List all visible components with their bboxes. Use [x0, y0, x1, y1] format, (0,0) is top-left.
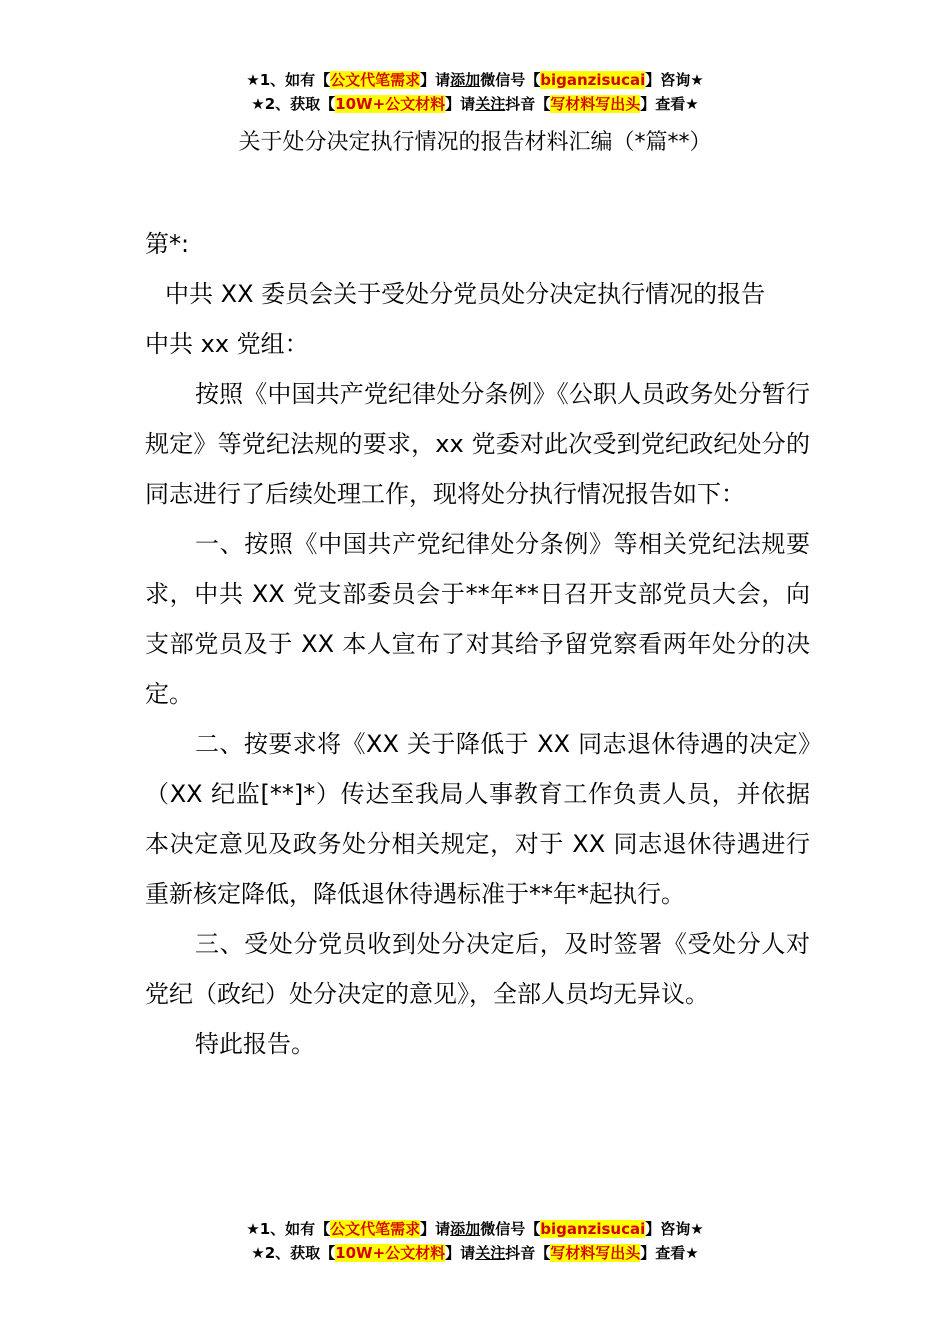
document-title: 关于处分决定执行情况的报告材料汇编（*篇**） [238, 130, 712, 155]
promo-text: 抖音【 [505, 95, 551, 113]
footer-promo-line-1 [0, 1218, 950, 1240]
star-icon: ★ [246, 71, 260, 89]
promo-text: 微信号【 [480, 71, 541, 89]
star-icon: ★ [251, 95, 265, 113]
paragraph-item-2: 二、按要求将《XX 关于降低于 XX 同志退休待遇的决定》（XX 纪监[**]*）传达至我局人事教育工作负责人员，并依据本决定意见及政务处分相关规定，对于 XX 同志退休待遇进行重新核定降低，降低退休待遇标准于**年*起执行。 [145, 730, 810, 908]
promo-text: 】请 [420, 71, 451, 89]
promo-text: 抖音【 [505, 1244, 551, 1262]
promo-highlight: 公文代笔需求 [330, 1220, 421, 1238]
promo-emphasis: 添加 [450, 1220, 481, 1238]
promo-text: 】查看 [640, 1244, 686, 1262]
closing-line: 特此报告。 [195, 1030, 315, 1058]
promo-text: 1、如有【 [259, 1220, 331, 1238]
paragraph-intro: 按照《中国共产党纪律处分条例》《公职人员政务处分暂行规定》等党纪法规的要求，xx 党委对此次受到党纪政纪处分的同志进行了后续处理工作，现将处分执行情况报告如下： [145, 380, 810, 508]
promo-text: 2、获取【 [264, 95, 336, 113]
header-promo-line-2 [0, 93, 950, 115]
header-promo-line-1 [0, 69, 950, 91]
promo-emphasis: 添加 [450, 71, 481, 89]
promo-text: 】请 [420, 1220, 451, 1238]
promo-text: 1、如有【 [259, 71, 331, 89]
promo-emphasis: 关注 [475, 1244, 506, 1262]
promo-text: 2、获取【 [264, 1244, 336, 1262]
promo-wechat-id: biganzisucai [540, 1220, 646, 1238]
promo-highlight: 公文代笔需求 [330, 71, 421, 89]
promo-text: 】请 [445, 1244, 476, 1262]
footer-promo-line-2 [0, 1242, 950, 1264]
promo-highlight: 10W+公文材料 [335, 1244, 446, 1262]
section-label: 第*: [145, 230, 190, 258]
star-icon: ★ [685, 1244, 699, 1262]
star-icon: ★ [246, 1220, 260, 1238]
promo-text: 】咨询 [645, 71, 691, 89]
promo-text: 微信号【 [480, 1220, 541, 1238]
promo-douyin-id: 写材料写出头 [550, 95, 641, 113]
promo-wechat-id: biganzisucai [540, 71, 646, 89]
report-title: 中共 XX 委员会关于受处分党员处分决定执行情况的报告 [165, 280, 766, 308]
promo-text: 】咨询 [645, 1220, 691, 1238]
promo-emphasis: 关注 [475, 95, 506, 113]
promo-text: 】查看 [640, 95, 686, 113]
promo-highlight: 10W+公文材料 [335, 95, 446, 113]
promo-douyin-id: 写材料写出头 [550, 1244, 641, 1262]
document-body [145, 219, 810, 1069]
promo-text: 】请 [445, 95, 476, 113]
paragraph-item-1: 一、按照《中国共产党纪律处分条例》等相关党纪法规要求，中共 XX 党支部委员会于**年**日召开支部党员大会，向支部党员及于 XX 本人宣布了对其给予留党察看两年处分的决定。 [145, 530, 810, 708]
star-icon: ★ [685, 95, 699, 113]
star-icon: ★ [690, 1220, 704, 1238]
paragraph-item-3: 三、受处分党员收到处分决定后，及时签署《受处分人对党纪（政纪）处分决定的意见》，全部人员均无异议。 [145, 930, 810, 1008]
star-icon: ★ [251, 1244, 265, 1262]
star-icon: ★ [690, 71, 704, 89]
addressee: 中共 xx 党组： [145, 330, 309, 358]
